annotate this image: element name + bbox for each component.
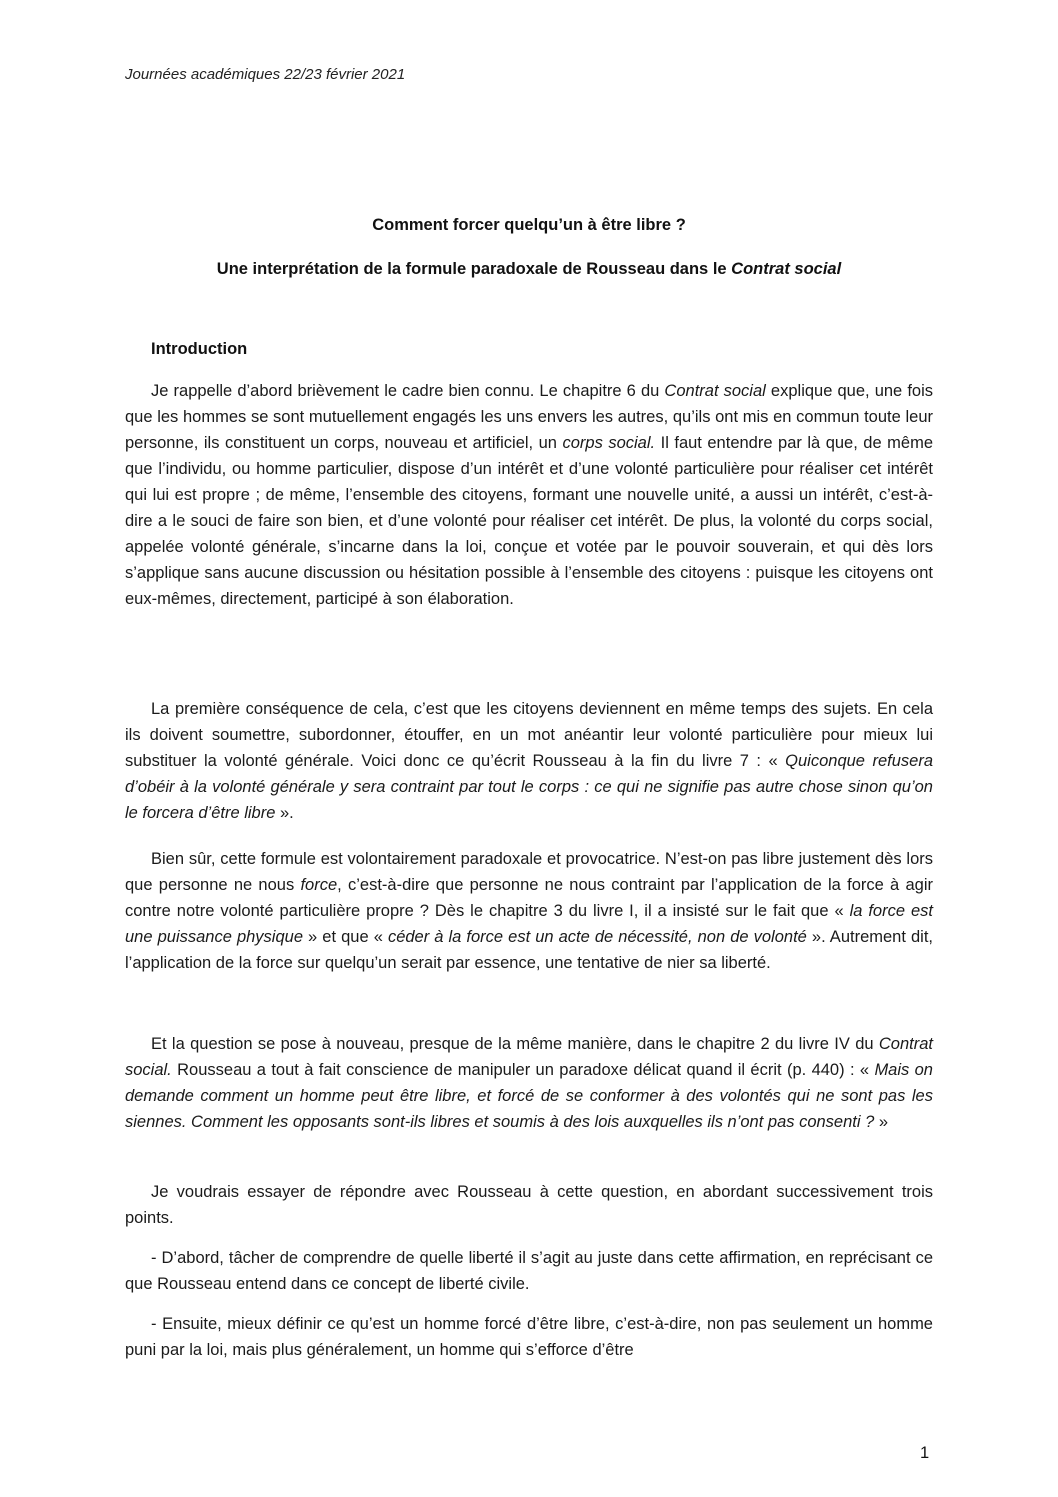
paragraph [125, 1179, 933, 1231]
italic-run: Contrat social [664, 382, 766, 400]
italic-run: corps social. [562, 434, 656, 452]
section-heading: Introduction [151, 340, 248, 358]
text-run: explique que, une fois que les hommes se sont mutuellement engagés les uns envers les autres, qu’ils ont mis en commun toute leur personne, ils constituent un corps, nouveau et artificiel, un [125, 382, 934, 452]
text-run: Il faut entendre par là que, de même que l’individu, ou homme particulier, dispose d’un intérêt et d’une volonté particulière pour réaliser cet intérêt qui lui est propre ; de même, l’ensemble des citoyens, formant une nouvelle unité, a aussi un intérêt, c’est-à-dire a le souci de faire son bien, et d’une volonté pour réaliser cet intérêt. De plus, la volonté du corps social, appelée volonté générale, s’incarne dans la loi, conçue et votée par le pouvoir souverain, et qui dès lors s’applique sans aucune discussion ou hésitation possible à l’ensemble des citoyens : puisque les citoyens ont eux-mêmes, directement, participé à son élaboration. [125, 434, 934, 608]
italic-run: force [300, 876, 338, 894]
list-paragraph [125, 1245, 933, 1297]
document-title: Comment forcer quelqu’un à être libre ? [372, 216, 686, 234]
running-header: Journées académiques 22/23 février 2021 [125, 66, 406, 83]
text-run: » et que « [303, 928, 388, 946]
text-run: - D’abord, tâcher de comprendre de quelle liberté il s’agit au juste dans cette affirmation, en reprécisant ce que Rousseau entend dans ce concept de liberté civile. [125, 1249, 933, 1293]
paragraph [125, 846, 933, 976]
italic-run: Quiconque refusera d’obéir à la volonté générale y sera contraint par tout le corps : ce qui ne signifie pas autre chose sinon qu’on le forcera d’être libre [125, 752, 933, 822]
text-run: Je voudrais essayer de répondre avec Rousseau à cette question, en abordant successivement trois points. [125, 1183, 933, 1227]
italic-run: céder à la force est un acte de nécessité, non de volonté [387, 928, 807, 946]
page-number: 1 [920, 1444, 930, 1462]
text-run: » [874, 1113, 889, 1131]
italic-run: Contrat social. [125, 1035, 933, 1079]
list-paragraph [125, 1311, 933, 1363]
text-run: Bien sûr, cette formule est volontairement paradoxale et provocatrice. N’est-on pas libre justement dès lors que personne ne nous [125, 850, 933, 894]
document-subtitle [0, 260, 1058, 279]
text-run: , c’est-à-dire que personne ne nous contraint par l’application de la force à agir contre notre volonté particulière propre ? Dès le chapitre 3 du livre I, il a insisté sur le fait que « [125, 876, 933, 920]
paragraph [125, 378, 933, 612]
text-run: La première conséquence de cela, c’est que les citoyens deviennent en même temps des sujets. En cela ils doivent soumettre, subordonner, étouffer, en un mot anéantir leur volonté particulière pour mieux lui substituer la volonté générale. Voici donc ce qu’écrit Rousseau à la fin du livre 7 : « [125, 700, 933, 770]
text-run: Rousseau a tout à fait conscience de manipuler un paradoxe délicat quand il écrit (p. 440) : « [171, 1061, 875, 1079]
text-run: ». [275, 804, 294, 822]
paragraph [125, 1031, 933, 1135]
text-run: Je rappelle d’abord brièvement le cadre bien connu. Le chapitre 6 du [151, 382, 665, 400]
text-run: Et la question se pose à nouveau, presque de la même manière, dans le chapitre 2 du livre IV du [151, 1035, 879, 1053]
text-run: ». Autrement dit, l’application de la force sur quelqu’un serait par essence, une tentative de nier sa liberté. [125, 928, 933, 972]
subtitle-italic: Contrat social [731, 260, 842, 278]
subtitle-text: Une interprétation de la formule paradoxale de Rousseau dans le [216, 260, 732, 278]
paragraph [125, 696, 933, 826]
italic-run: Mais on demande comment un homme peut être libre, et forcé de se conformer à des volontés qui ne sont pas les siennes. Comment les opposants sont-ils libres et soumis à des lois auxquelles ils n’ont pas consenti ? [125, 1061, 933, 1131]
italic-run: la force est une puissance physique [125, 902, 933, 946]
text-run: - Ensuite, mieux définir ce qu’est un homme forcé d’être libre, c’est-à-dire, non pas seulement un homme puni par la loi, mais plus généralement, un homme qui s’efforce d’être [125, 1315, 933, 1359]
